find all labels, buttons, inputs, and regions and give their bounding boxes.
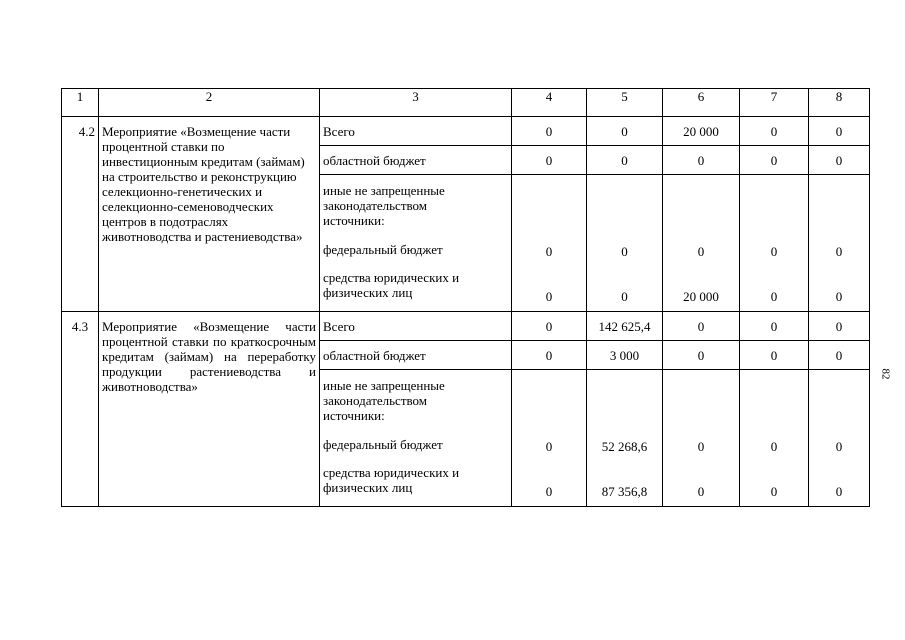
header-cell: 4 <box>512 89 587 117</box>
value-cell: 0 <box>545 439 553 454</box>
value-cell: 0 <box>512 117 587 146</box>
value-cell: 0 <box>663 312 740 341</box>
value-cell: 0 <box>697 244 705 259</box>
source-label: Всего <box>320 312 512 341</box>
source-label: областной бюджет <box>320 341 512 370</box>
value-cell: 0 <box>587 117 663 146</box>
value-cell: 52 268,6 <box>601 439 648 454</box>
header-cell: 6 <box>663 89 740 117</box>
federal-label: федеральный бюджет <box>323 437 443 452</box>
event-description: Мероприятие «Возмещение части процентной ставки по инвестиционным кредитам (займам) на строительство и реконструкцию селекционно-генетических и селекционно-семеноводческих центров в подотраслях животноводства и растениеводства» <box>99 117 320 312</box>
value-cell: 0 <box>740 146 809 175</box>
source-label: Всего <box>320 117 512 146</box>
value-cell: 20 000 <box>683 289 719 304</box>
value-cell: 0 <box>835 439 843 454</box>
value-stack <box>587 370 663 507</box>
header-cell: 3 <box>320 89 512 117</box>
source-breakdown <box>320 370 512 507</box>
value-cell: 87 356,8 <box>601 484 648 499</box>
value-cell: 0 <box>545 244 553 259</box>
value-cell: 0 <box>740 117 809 146</box>
value-cell: 0 <box>545 289 553 304</box>
value-stack <box>512 175 587 312</box>
table-row <box>62 312 870 341</box>
value-cell: 0 <box>770 289 778 304</box>
header-cell: 1 <box>62 89 99 117</box>
value-stack <box>809 370 870 507</box>
value-stack <box>512 370 587 507</box>
value-cell: 0 <box>512 312 587 341</box>
source-label: областной бюджет <box>320 146 512 175</box>
value-cell: 0 <box>663 146 740 175</box>
value-cell: 0 <box>545 484 553 499</box>
header-row <box>62 89 870 117</box>
value-cell: 0 <box>740 312 809 341</box>
value-cell: 20 000 <box>663 117 740 146</box>
federal-label: федеральный бюджет <box>323 242 443 257</box>
header-cell: 2 <box>99 89 320 117</box>
value-cell: 142 625,4 <box>587 312 663 341</box>
value-stack <box>663 175 740 312</box>
other-sources-label: иные не запрещенные законодательством источники: <box>323 378 445 423</box>
value-cell: 0 <box>621 244 628 259</box>
row-number: 4.3 <box>62 312 99 507</box>
value-cell: 0 <box>663 341 740 370</box>
page-number: 82 <box>879 368 892 380</box>
value-cell: 0 <box>835 244 843 259</box>
value-cell: 0 <box>512 146 587 175</box>
value-cell: 0 <box>770 484 778 499</box>
source-breakdown <box>320 175 512 312</box>
legal-label: средства юридических и физических лиц <box>323 270 460 300</box>
budget-table <box>61 88 870 507</box>
value-cell: 3 000 <box>587 341 663 370</box>
header-cell: 8 <box>809 89 870 117</box>
value-stack <box>663 370 740 507</box>
value-cell: 0 <box>697 439 705 454</box>
value-cell: 0 <box>697 484 705 499</box>
value-stack <box>587 175 663 312</box>
value-cell: 0 <box>512 341 587 370</box>
table-row <box>62 117 870 146</box>
other-sources-label: иные не запрещенные законодательством источники: <box>323 183 445 228</box>
value-cell: 0 <box>621 289 628 304</box>
value-cell: 0 <box>835 484 843 499</box>
value-cell: 0 <box>587 146 663 175</box>
row-number: 4.2 <box>62 117 99 312</box>
value-cell: 0 <box>809 312 870 341</box>
value-cell: 0 <box>770 439 778 454</box>
value-cell: 0 <box>835 289 843 304</box>
value-stack <box>740 175 809 312</box>
event-description: Мероприятие «Возмещение части процентной ставки по краткосрочным кредитам (займам) на переработку продукции растениеводства и животноводства» <box>99 312 320 507</box>
header-cell: 5 <box>587 89 663 117</box>
value-cell: 0 <box>770 244 778 259</box>
value-cell: 0 <box>809 117 870 146</box>
value-stack <box>740 370 809 507</box>
legal-label: средства юридических и физических лиц <box>323 465 460 495</box>
value-cell: 0 <box>740 341 809 370</box>
value-stack <box>809 175 870 312</box>
header-cell: 7 <box>740 89 809 117</box>
value-cell: 0 <box>809 341 870 370</box>
value-cell: 0 <box>809 146 870 175</box>
